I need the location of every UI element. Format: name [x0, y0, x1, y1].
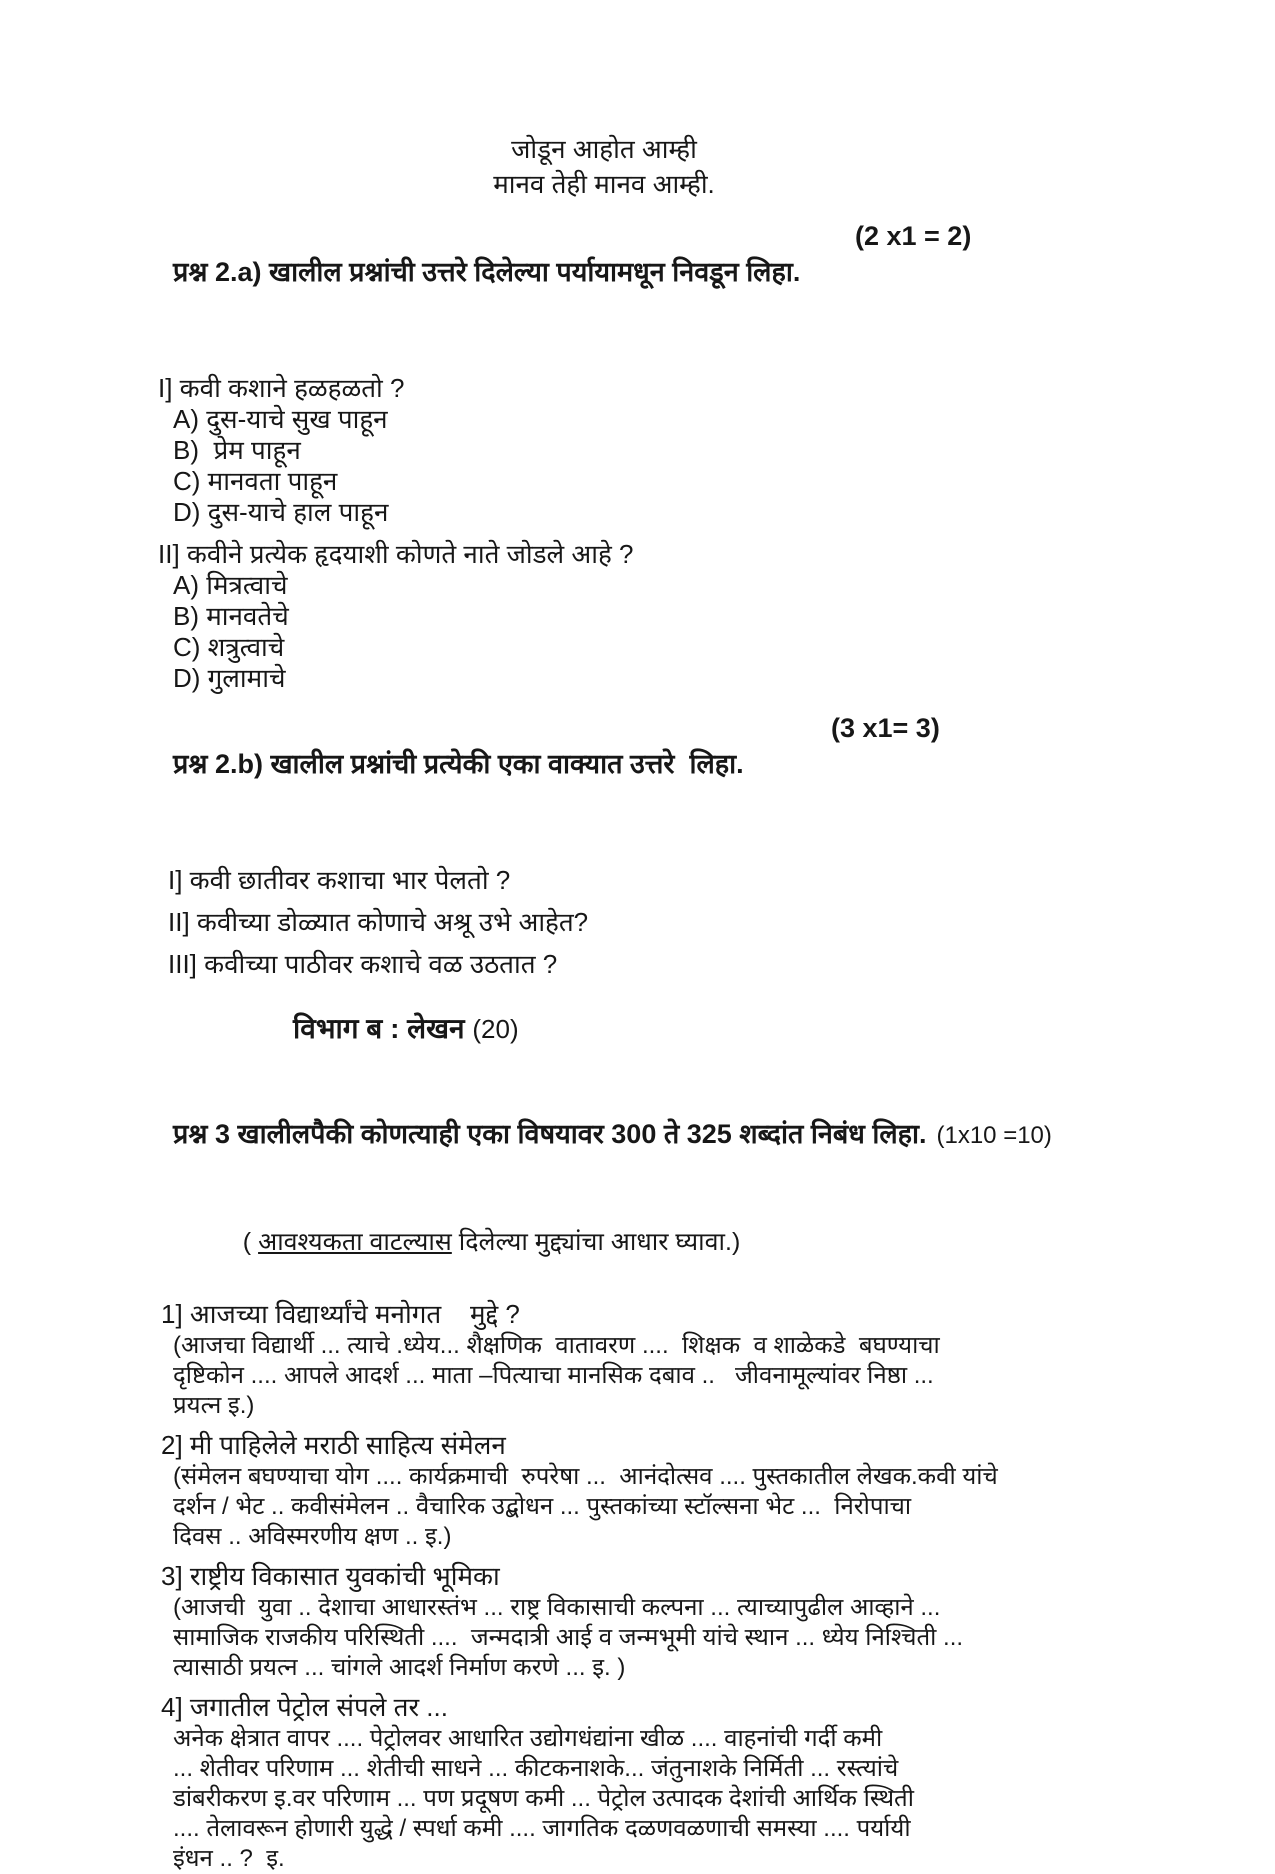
q2a-sq2-option-c: C) शत्रुत्वाचे: [173, 632, 285, 662]
q2a-subquestion-1: I] कवी कशाने हळहळतो ?: [158, 373, 405, 403]
q2a-sq1-option-b: B) प्रेम पाहून: [173, 435, 301, 465]
poem-line-2: मानव तेही मानव आम्ही.: [493, 169, 715, 199]
q3-topic-4-hint-4: .... तेलावरून होणारी युद्धे / स्पर्धा कमी .... जागतिक दळणवळणाची समस्या .... पर्यायी: [173, 1815, 911, 1842]
q2b-question-3: III] कवीच्या पाठीवर कशाचे वळ उठतात ?: [168, 949, 558, 979]
q3-note-underlined: आवश्यकता वाटल्यास: [258, 1228, 452, 1256]
poem-header: [143, 132, 1065, 202]
q3-topic-4-hint-2: ... शेतीवर परिणाम ... शेतीची साधने ... कीटकनाशके... जंतुनाशके निर्मिती ... रस्त्यांचे: [173, 1755, 899, 1782]
q2a-sq1-option-d: D) दुस-याचे हाल पाहून: [173, 497, 389, 527]
q3-topic-1-hint-3: प्रयत्न इ.): [173, 1392, 255, 1419]
q3-topic-4-hint-5: इंधन .. ? इ.: [173, 1845, 285, 1872]
q3-note: [215, 1194, 1175, 1290]
q3-topic-2-title: 2] मी पाहिलेले मराठी साहित्य संमेलन: [161, 1430, 506, 1460]
q3-topic-2-hint-3: दिवस .. अविस्मरणीय क्षण .. इ.): [173, 1523, 452, 1550]
q3-topic-1-hint-2: दृष्टिकोन .... आपले आदर्श ... माता –पित्याचा मानसिक दबाव .. जीवनामूल्यांवर निष्ठा ...: [173, 1362, 934, 1389]
q3-topic-4-hint-3: डांबरीकरण इ.वर परिणाम ... पण प्रदूषण कमी ... पेट्रोल उत्पादक देशांची आर्थिक स्थिती: [173, 1785, 914, 1812]
q2b-question-2: II] कवीच्या डोळ्यात कोणाचे अश्रू उभे आहेत?: [168, 907, 589, 937]
q3-topic-4-title: 4] जगातील पेट्रोल संपले तर ...: [161, 1692, 448, 1722]
q2a-subquestion-2: II] कवीने प्रत्येक हृदयाशी कोणते नाते जोडले आहे ?: [158, 539, 634, 569]
q3-topic-3-hint-1: (आजची युवा .. देशाचा आधारस्तंभ ... राष्ट्र विकासाची कल्पना ... त्याच्यापुढील आव्हाने ...: [173, 1594, 941, 1621]
question-3-heading: [143, 1080, 1175, 1190]
q2a-sq1-option-c: C) मानवता पाहून: [173, 466, 338, 496]
section-b-marks: (20): [472, 1014, 519, 1044]
q3-topic-3-hint-2: सामाजिक राजकीय परिस्थिती .... जन्मदात्री आई व जन्मभूमी यांचे स्थान ... ध्येय निश्चिती ...: [173, 1624, 964, 1651]
question-2b-marks: (3 x1= 3): [831, 713, 940, 743]
q2a-sq2-option-b: B) मानवतेचे: [173, 601, 289, 631]
question-2a-marks: (2 x1 = 2): [855, 221, 972, 251]
q2a-sq1-option-a: A) दुस-याचे सुख पाहून: [173, 404, 388, 434]
poem-line-1: जोडून आहोत आम्ही: [511, 134, 697, 164]
question-2a-title: प्रश्न 2.a) खालील प्रश्नांची उत्तरे दिलेल्या पर्यायामधून निवडून लिहा.: [173, 257, 801, 287]
q3-topic-1-hint-1: (आजचा विद्यार्थी ... त्याचे .ध्येय... शैक्षणिक वातावरण .... शिक्षक व शाळेकडे बघण्याचा: [173, 1332, 940, 1359]
q3-note-prefix: (: [242, 1228, 259, 1256]
q2a-sq2-option-d: D) गुलामाचे: [173, 663, 286, 693]
q3-topic-3-hint-3: त्यासाठी प्रयत्न ... चांगले आदर्श निर्माण करणे ... इ. ): [173, 1654, 626, 1681]
question-3-marks: (1x10 =10): [936, 1122, 1052, 1149]
question-2b-heading: [143, 710, 1175, 854]
q3-topic-2-hint-2: दर्शन / भेट .. कवीसंमेलन .. वैचारिक उद्बोधन ... पुस्तकांच्या स्टॉल्सना भेट ... निरोपाचा: [173, 1493, 912, 1520]
q3-topic-4-hint-1: अनेक क्षेत्रात वापर .... पेट्रोलवर आधारित उद्योगधंद्यांना खीळ .... वाहनांची गर्दी कमी: [173, 1725, 883, 1752]
q3-note-suffix: दिलेल्या मुद्द्यांचा आधार घ्यावा.): [451, 1228, 741, 1256]
question-3-title: प्रश्न 3 खालीलपैकी कोणत्याही एका विषयावर 300 ते 325 शब्दांत निबंध लिहा.: [173, 1119, 927, 1149]
q2a-sq2-option-a: A) मित्रत्वाचे: [173, 570, 288, 600]
q3-topic-1-title: 1] आजच्या विद्यार्थ्यांचे मनोगत मुद्दे ?: [161, 1299, 520, 1329]
q2b-question-1: I] कवी छातीवर कशाचा भार पेलतो ?: [168, 865, 511, 895]
section-b-title: विभाग ब : लेखन: [293, 1013, 473, 1044]
question-2b-title: प्रश्न 2.b) खालील प्रश्नांची प्रत्येकी एका वाक्यात उत्तरे लिहा.: [173, 749, 744, 779]
question-2a-heading: [143, 218, 1175, 362]
section-b-heading: [293, 1010, 1175, 1048]
q3-topic-3-title: 3] राष्ट्रीय विकासात युवकांची भूमिका: [161, 1561, 500, 1591]
q3-topic-2-hint-1: (संमेलन बघण्याचा योग .... कार्यक्रमाची रुपरेषा ... आनंदोत्सव .... पुस्तकातील लेखक.कवी यांचे: [173, 1463, 998, 1490]
